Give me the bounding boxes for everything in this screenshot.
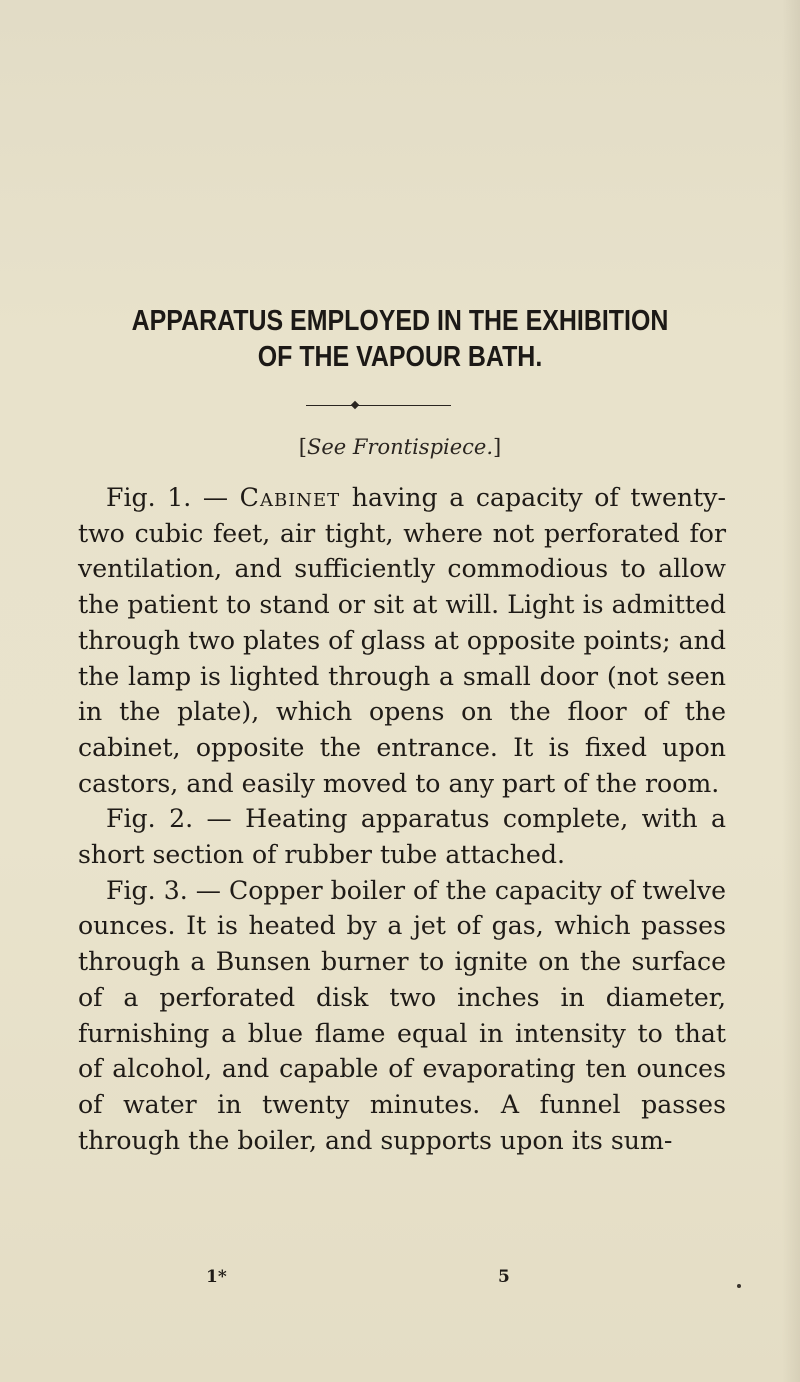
ink-speck <box>737 1284 741 1288</box>
fig-1-text: having a capacity of twenty-two cubic feet, air tight, where not perforated for ventilation, and sufficiently commodious to allow the patient to stand or sit at will. Light is admitted through two plates of glass at opposite points; and the lamp is lighted through a small door (not seen in the plate), which opens on the floor of the cabinet, opposite the entrance. It is fixed upon castors, and easily moved to any part of the room. <box>78 483 726 798</box>
page-edge-shadow <box>782 0 800 1382</box>
fig-1-term: Cabinet <box>239 483 341 512</box>
reference-text: See Frontispiece. <box>306 435 494 459</box>
reference-open-bracket: [ <box>298 435 307 459</box>
heading-line-2: OF THE VAPOUR BATH. <box>257 341 543 373</box>
heading-line-1: APPARATUS EMPLOYED IN THE EXHIBITION <box>131 305 669 337</box>
paragraph-fig-1 <box>78 480 726 801</box>
rule-diamond-ornament <box>351 401 359 409</box>
page-number: 5 <box>498 1267 510 1287</box>
paragraph-fig-2: Fig. 2. — Heating apparatus complete, with a short section of rubber tube attached. <box>78 804 726 870</box>
fig-1-label: Fig. 1. — <box>106 483 240 512</box>
reference-close-bracket: ] <box>493 435 502 459</box>
frontispiece-reference <box>200 435 600 459</box>
body-text <box>78 480 726 1158</box>
paragraph-fig-3: Fig. 3. — Copper boiler of the capacity of twelve ounces. It is heated by a jet of gas, which passes through a Bunsen burner to ignite on the surface of a perforated disk two inches in diameter, furnishing a blue flame equal in intensity to that of alcohol, and capable of evaporating ten ounces of water in twenty minutes. A funnel passes through the boiler, and supports upon its sum- <box>78 875 726 1155</box>
ornamental-rule <box>306 405 451 406</box>
signature-mark: 1* <box>206 1267 227 1287</box>
